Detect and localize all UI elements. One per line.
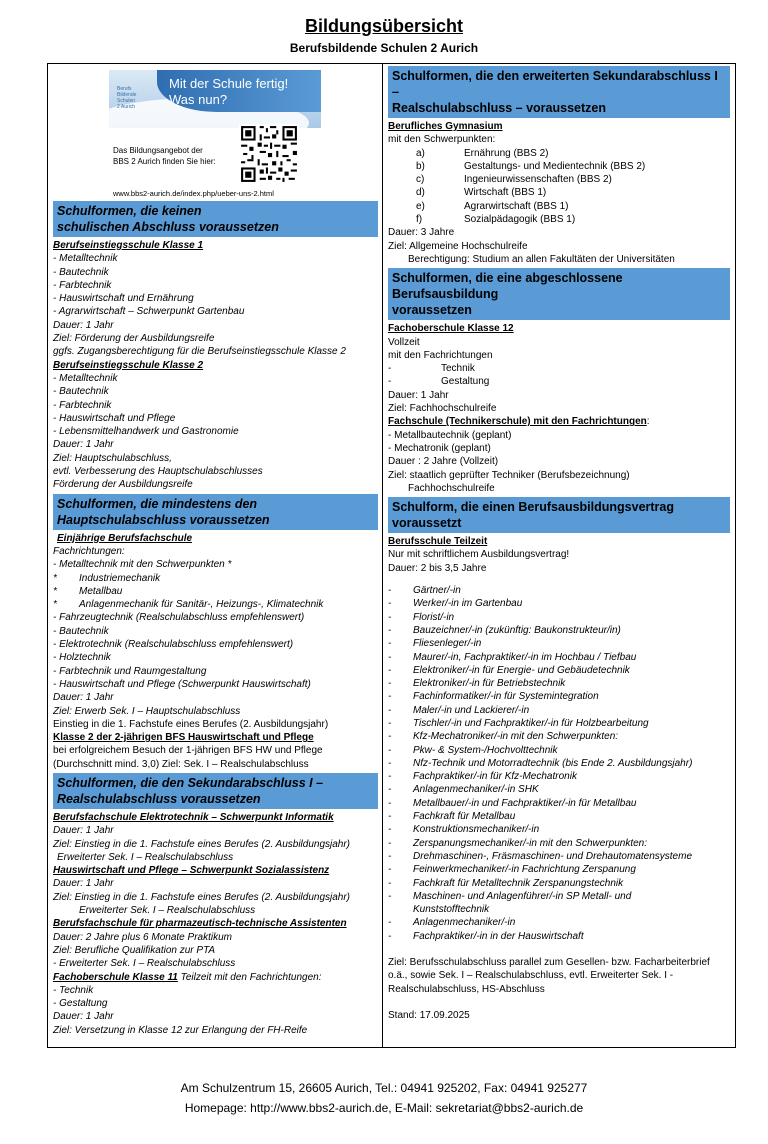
bek2-line: - Metalltechnik [53, 372, 118, 384]
section-header-hauptschulabschluss: Schulformen, die mindestens den Hauptschulabschluss voraussetzen [53, 494, 378, 530]
page-subtitle: Berufsbildende Schulen 2 Aurich [289, 41, 479, 55]
job-item: - Fachinformatiker/-in für Systemintegration [388, 691, 599, 703]
job-item: - Elektroniker/-in für Energie- und Gebäudetechnik [388, 664, 630, 676]
elektro-sek: Erweiterter Sek. I – Realschulabschluss [57, 851, 234, 863]
bek1-line: - Agrarwirtschaft – Schwerpunkt Gartenbau [53, 306, 245, 318]
bfs-line: - Elektrotechnik (Realschulabschluss empfehlenswert) [53, 639, 294, 651]
fos12-title: Fachoberschule Klasse 12 [388, 323, 514, 335]
section-header-erweiterter-sek: Schulformen, die den erweiterten Sekundarabschluss I – Realschulabschluss – voraussetzen [388, 66, 730, 118]
fos11-line: Ziel: Versetzung in Klasse 12 zur Erlangung der FH-Reife [53, 1024, 308, 1036]
hauswirtschaft-sek: Erweiterter Sek. I – Realschulabschluss [79, 905, 256, 917]
job-item: - Fachpraktiker/-in in der Hauswirtschaft [388, 930, 584, 942]
bek2-line: - Hauswirtschaft und Pflege [53, 412, 176, 424]
fachschule-heading: Fachschule (Technikerschule) mit den Fachrichtungen: [388, 416, 650, 428]
job-item: - Pkw- & System-/Hochvolttechnik [388, 744, 558, 756]
bek2-line: - Lebensmittelhandwerk und Gastronomie [53, 426, 239, 438]
job-item: - Drehmaschinen-, Fräsmaschinen- und Drehautomatensysteme [388, 850, 693, 862]
school-banner [109, 70, 321, 128]
bg-item: b) Gestaltungs- und Medientechnik (BBS 2) [416, 160, 646, 172]
section-header-kein-abschluss: Schulformen, die keinen schulischen Abschluss voraussetzen [53, 201, 378, 237]
bg-intro: mit den Schwerpunkten: [388, 134, 496, 146]
job-item: - Fachpraktiker/-in für Kfz-Mechatronik [388, 771, 577, 783]
bg-title: Berufliches Gymnasium [388, 121, 503, 132]
section-header-ausbildungsvertrag: Schulform, die einen Berufsausbildungsvertrag voraussetzt [388, 497, 730, 533]
bfs-line: Ziel: Erwerb Sek. I – Hauptschulabschluss [53, 705, 241, 717]
job-item: - Maschinen- und Anlagenführer/-in SP Metall- und [388, 890, 632, 902]
fos11-heading: Fachoberschule Klasse 11 Teilzeit mit den Fachrichtungen: [53, 971, 322, 983]
berufsschule-line: Dauer: 2 bis 3,5 Jahre [388, 562, 487, 574]
pta-line: - Erweiterter Sek. I – Realschulabschluss [53, 958, 236, 970]
pta-line: Ziel: Berufliche Qualifikation zur PTA [53, 944, 216, 956]
banner-slogan: Mit der Schule fertig! Was nun? [169, 76, 289, 107]
job-item: - Werker/-in im Gartenbau [388, 598, 523, 610]
bg-ziel: Ziel: Allgemeine Hochschulreife [388, 240, 528, 252]
bek2-line: Ziel: Hauptschulabschluss, [53, 452, 172, 464]
job-item: - Fachkraft für Metalltechnik Zerspanungstechnik [388, 877, 624, 889]
bg-berechtigung: Berechtigung: Studium an allen Fakultäten der Universitäten [408, 253, 675, 265]
section-header-realschulabschluss: Schulformen, die den Sekundarabschluss I – Realschulabschluss voraussetzen [53, 773, 378, 809]
logo-block [53, 64, 378, 199]
fachschule-extra: Fachhochschulreife [408, 482, 495, 494]
berufsschule-ziel: o.ä., sowie Sek. I – Realschulabschluss, evtl. Erweiterter Sek. I - [388, 970, 674, 982]
job-item: - Gärtner/-in [388, 585, 461, 597]
job-item: - Nfz-Technik und Motorradtechnik (bis Ende 2. Ausbildungsjahr) [388, 757, 693, 769]
fos12-dauer: Dauer: 1 Jahr [388, 389, 449, 401]
job-item: - Maurer/-in, Fachpraktiker/-in im Hochbau / Tiefbau [388, 651, 637, 663]
bek2-line: - Bautechnik [53, 386, 109, 398]
job-item: - Zerspanungsmechaniker/-in mit den Schwerpunkten: [388, 837, 648, 849]
bek2-line: Förderung der Ausbildungsreife [53, 479, 193, 491]
star-item: * Metallbau [53, 585, 123, 597]
bfs-intro: Fachrichtungen: [53, 545, 125, 557]
pta-line: Dauer: 2 Jahre plus 6 Monate Praktikum [53, 931, 232, 943]
fachschule-line: - Metallbautechnik (geplant) [388, 429, 512, 441]
bek1-line: - Hauswirtschaft und Ernährung [53, 293, 194, 305]
bek2-line: - Farbtechnik [53, 399, 112, 411]
bek1-line: - Bautechnik [53, 266, 109, 278]
bek2-title: Berufseinstiegsschule Klasse 2 [53, 359, 204, 371]
job-item: - Maler/-in und Lackierer/-in [388, 704, 530, 716]
fos12-vollzeit: Vollzeit [388, 336, 420, 348]
job-item: - Tischler/-in und Fachpraktiker/-in für Holzbearbeitung [388, 717, 649, 729]
star-item: * Anlagenmechanik für Sanitär-, Heizungs-, Klimatechnik [53, 599, 324, 611]
job-item: - Kfz-Mechatroniker/-in mit den Schwerpunkten: [388, 731, 619, 743]
fachschule-line: - Mechatronik (geplant) [388, 442, 491, 454]
bfs-line: - Farbtechnik und Raumgestaltung [53, 665, 207, 677]
school-wordmark: Berufs Bildende Schulen 2 Aurich [117, 86, 137, 110]
k2-line: bei erfolgreichem Besuch der 1-jährigen BFS HW und Pflege [53, 745, 323, 757]
bfs-line: - Bautechnik [53, 625, 109, 637]
bek1-line: - Farbtechnik [53, 279, 112, 291]
fos12-item: - Gestaltung [388, 376, 490, 388]
elektro-ziel: Ziel: Einstieg in die 1. Fachstufe eines Berufes (2. Ausbildungsjahr) [53, 838, 351, 850]
page-title: Bildungsübersicht [304, 16, 463, 36]
berufsschule-line: Nur mit schriftlichem Ausbildungsvertrag! [388, 549, 570, 561]
bildungsangebot-link[interactable]: www.bbs2-aurich.de/index.php/ueber-uns-2.html [113, 189, 274, 198]
left-column [53, 64, 378, 1037]
star-item: * Industriemechanik [53, 572, 161, 584]
qr-code-icon[interactable] [239, 124, 299, 184]
bfs-line: - Fahrzeugtechnik (Realschulabschluss empfehlenswert) [53, 612, 305, 624]
bfs-title: Einjährige Berufsfachschule [57, 532, 193, 544]
fos12-item: - Technik [388, 363, 475, 375]
job-item: - Bauzeichner/-in (zukünftig: Baukonstrukteur/in) [388, 624, 621, 636]
bfs-metal: - Metalltechnik mit den Schwerpunkten * [53, 559, 232, 571]
berufsschule-ziel: Ziel: Berufsschulabschluss parallel zum Gesellen- bzw. Facharbeiterbrief [388, 957, 710, 969]
job-item: - Anlagenmechaniker/-in [388, 917, 516, 929]
bek1-line: Ziel: Förderung der Ausbildungsreife [53, 333, 215, 345]
logo-note: Das Bildungsangebot der BBS 2 Aurich finden Sie hier: [113, 146, 216, 166]
footer-address: Am Schulzentrum 15, 26605 Aurich, Tel.: 04941 925202, Fax: 04941 925277 [180, 1081, 588, 1095]
job-item: - Konstruktionsmechaniker/-in [388, 824, 540, 836]
column-divider [382, 63, 383, 1048]
bek1-line: ggfs. Zugangsberechtigung für die Berufseinstiegsschule Klasse 2 [53, 346, 346, 358]
bfs-line: - Holztechnik [53, 652, 111, 664]
hauswirtschaft-ziel: Ziel: Einstieg in die 1. Fachstufe eines Berufes (2. Ausbildungsjahr) [53, 891, 351, 903]
fachschule-line: Ziel: staatlich geprüfter Techniker (Berufsbezeichnung) [388, 469, 630, 481]
fos11-title: Fachoberschule Klasse 11 [53, 971, 178, 983]
footer-contact[interactable]: Homepage: http://www.bbs2-aurich.de, E-Mail: sekretariat@bbs2-aurich.de [184, 1101, 584, 1115]
fos11-line: - Gestaltung [53, 998, 108, 1010]
berufsschule-title: Berufsschule Teilzeit [388, 536, 488, 548]
hauswirtschaft-title: Hauswirtschaft und Pflege – Schwerpunkt Sozialassistenz [53, 865, 330, 877]
fos11-line: Dauer: 1 Jahr [53, 1011, 114, 1023]
bek2-line: Dauer: 1 Jahr [53, 439, 114, 451]
bek1-title: Berufseinstiegsschule Klasse 1 [53, 240, 204, 251]
stand-date: Stand: 17.09.2025 [388, 1009, 470, 1021]
berufsschule-ziel: Realschulabschluss, HS-Abschluss [388, 983, 545, 995]
bfs-line: - Hauswirtschaft und Pflege (Schwerpunkt Hauswirtschaft) [53, 678, 311, 690]
bek2-line: evtl. Verbesserung des Hauptschulabschlusses [53, 466, 263, 478]
k2-line: (Durchschnitt mind. 3,0) Ziel: Sek. I – Realschulabschluss [53, 758, 309, 770]
job-item: - Florist/-in [388, 611, 455, 623]
right-column [388, 64, 730, 1022]
bfs-entry: Einstieg in die 1. Fachstufe eines Berufes (2. Ausbildungsjahr) [53, 718, 329, 730]
pta-title: Berufsfachschule für pharmazeutisch-technische Assistenten [53, 918, 347, 930]
job-item: Kunststofftechnik [413, 904, 490, 916]
job-item: - Fachkraft für Metallbau [388, 811, 516, 823]
job-item: - Feinwerkmechaniker/-in Fachrichtung Zerspanung [388, 864, 636, 876]
bg-item: e) Agrarwirtschaft (BBS 1) [416, 200, 569, 212]
fos11-line: - Technik [53, 984, 94, 996]
elektro-dauer: Dauer: 1 Jahr [53, 825, 114, 837]
bek1-line: Dauer: 1 Jahr [53, 319, 114, 331]
bg-item: d) Wirtschaft (BBS 1) [416, 187, 547, 199]
elektro-title: Berufsfachschule Elektrotechnik – Schwerpunkt Informatik [53, 811, 334, 823]
section-header-berufsausbildung: Schulformen, die eine abgeschlossene Berufsausbildung voraussetzen [388, 268, 730, 320]
job-item: - Anlagenmechaniker/-in SHK [388, 784, 539, 796]
fachschule-line: Dauer : 2 Jahre (Vollzeit) [388, 456, 499, 468]
fachschule-title: Fachschule (Technikerschule) mit den Fachrichtungen [388, 416, 647, 428]
bfs-line: Dauer: 1 Jahr [53, 692, 114, 704]
bg-item: f) Sozialpädagogik (BBS 1) [416, 214, 576, 226]
hauswirtschaft-dauer: Dauer: 1 Jahr [53, 878, 114, 890]
fos12-ziel: Ziel: Fachhochschulreife [388, 403, 497, 415]
job-item: - Elektroniker/-in für Betriebstechnik [388, 678, 566, 690]
k2-title: Klasse 2 der 2-jährigen BFS Hauswirtschaft und Pflege [53, 732, 314, 744]
bg-item: c) Ingenieurwissenschaften (BBS 2) [416, 174, 612, 186]
job-item: - Fliesenleger/-in [388, 638, 482, 650]
bek1-line: - Metalltechnik [53, 253, 118, 265]
bg-dauer: Dauer: 3 Jahre [388, 227, 455, 239]
job-item: - Metallbauer/-in und Fachpraktiker/-in für Metallbau [388, 797, 637, 809]
bg-item: a) Ernährung (BBS 2) [416, 147, 549, 159]
fos12-intro: mit den Fachrichtungen [388, 349, 493, 361]
footer [0, 1078, 768, 1118]
